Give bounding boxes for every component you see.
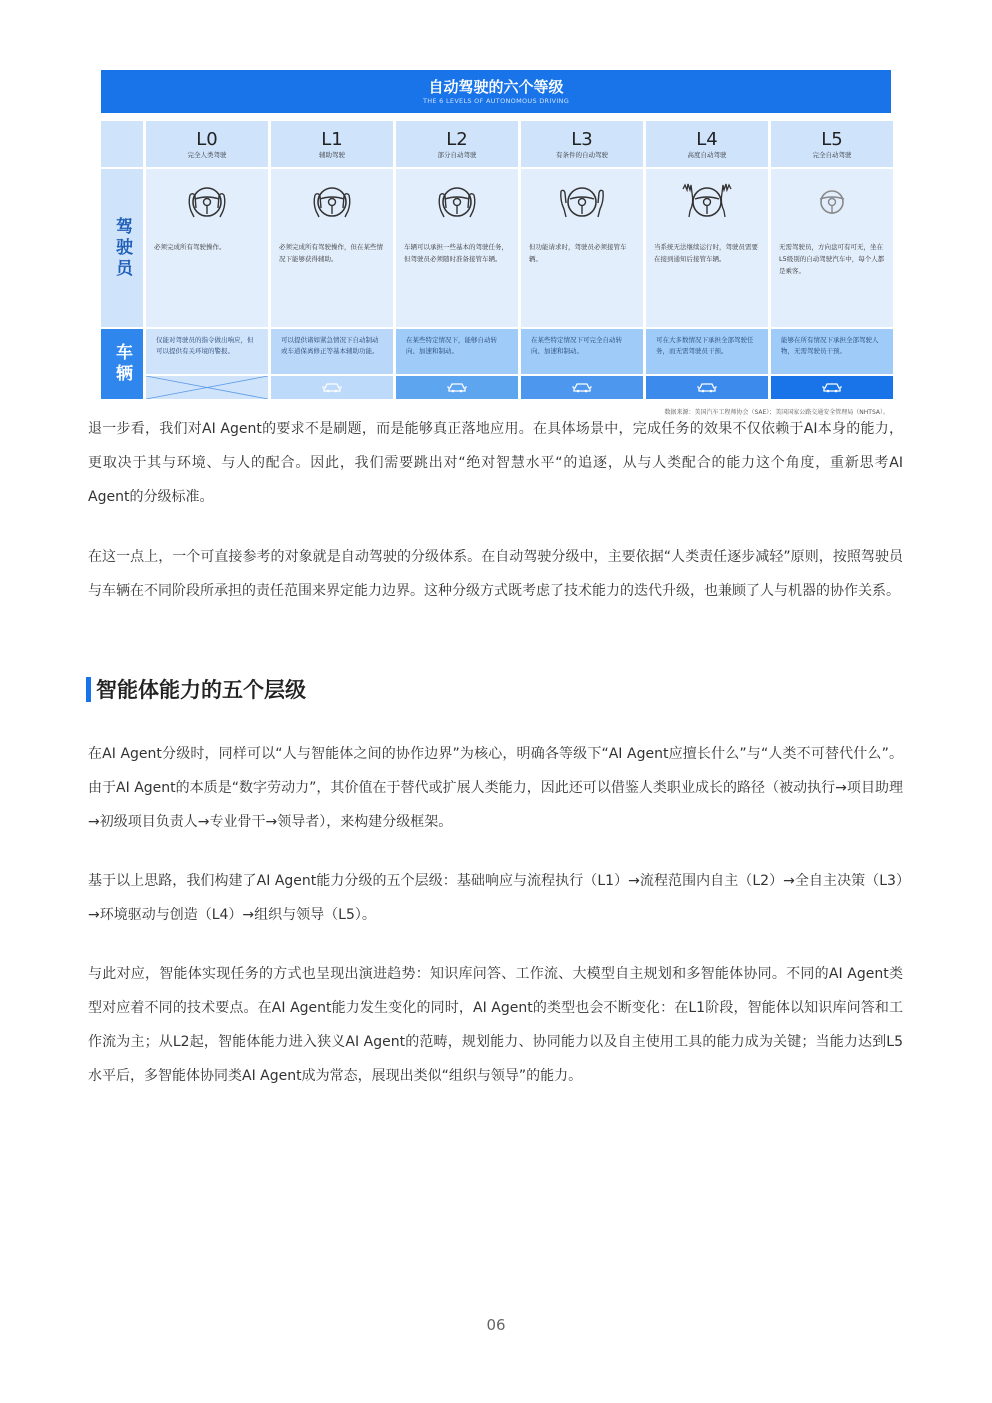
row-label-driver	[101, 169, 143, 327]
figure-source: 数据来源：美国汽车工程师协会（SAE）；美国国家公路交通安全管理局（NHTSA）。	[664, 409, 889, 416]
driver-responsibility-text: 当系统无法继续运行时，驾驶员需要在接到通知后接管车辆。	[654, 243, 758, 263]
level-header-l5	[771, 121, 893, 167]
level-code: L2	[446, 129, 468, 150]
vehicle-cell-l2	[396, 329, 518, 399]
level-name: 高度自动驾驶	[687, 151, 727, 159]
vehicle-capability-text: 能够在所有情况下承担全部驾驶人物，无需驾驶员干预。	[771, 329, 893, 374]
vehicle-capability-text: 可在大多数情况下承担全部驾驶任务，而无需驾驶员干预。	[646, 329, 768, 374]
level-name: 有条件的自动驾驶	[556, 151, 608, 159]
hands-on-steering-wheel-icon	[646, 169, 768, 227]
driver-cell-l2	[396, 169, 518, 327]
car-icon	[771, 376, 893, 399]
vehicle-cell-l3	[521, 329, 643, 399]
row-label-driver-text: 驾驶员	[112, 216, 132, 280]
level-header-l2	[396, 121, 518, 167]
figure-banner	[101, 70, 891, 113]
row-label-vehicle	[101, 329, 143, 399]
driver-cell-l0	[146, 169, 268, 327]
level-code: L0	[196, 129, 218, 150]
autonomous-driving-levels-figure	[101, 70, 891, 416]
driver-responsibility-text: 但功能请求时，驾驶员必须接管车辆。	[529, 243, 627, 263]
driver-responsibility-text: 无需驾驶员，方向盘可有可无，坐在L5级别的自动驾驶汽车中，每个人都是乘客。	[779, 243, 885, 275]
level-header-l4	[646, 121, 768, 167]
level-header-l3	[521, 121, 643, 167]
driver-cell-l4	[646, 169, 768, 327]
level-name: 完全人类驾驶	[187, 151, 227, 159]
driver-cell-l1	[271, 169, 393, 327]
vehicle-capability-text: 仅能对驾驶员的指令做出响应，但可以提供有关环境的警报。	[146, 329, 268, 374]
hands-on-steering-wheel-icon	[271, 169, 393, 227]
level-code: L5	[821, 129, 843, 150]
vehicle-cell-l0	[146, 329, 268, 399]
paragraph-4: 基于以上思路，我们构建了AI Agent能力分级的五个层级：基础响应与流程执行（L1）→流程范围内自主（L2）→全自主决策（L3）→环境驱动与创造（L4）→组织与领导（L5）。	[88, 873, 903, 923]
vehicle-capability-text: 可以提供诸如紧急情况下自动制动或车道保离修正等基本辅助功能。	[271, 329, 393, 374]
section-title: 智能体能力的五个层级	[96, 678, 306, 702]
driver-responsibility-text: 车辆可以承担一些基本的驾驶任务，但驾驶员必须随时准备接管车辆。	[404, 243, 508, 263]
levels-grid	[101, 121, 891, 399]
car-icon	[646, 376, 768, 399]
level-name: 完全自动驾驶	[812, 151, 852, 159]
paragraph-5: 与此对应，智能体实现任务的方式也呈现出演进趋势：知识库问答、工作流、大模型自主规划和多智能体协同。不同的AI Agent类型对应着不同的技术要点。在AI Agent能力发生变化的同时，AI Agent的类型也会不断变化：在L1阶段，智能体以知识库问答和工作流为主；从L2起，智能体能力进入狭义AI Agent的范畴，规划能力、协同能力以及自主使用工具的能力成为关键；当能力达到L5水平后，多智能体协同类AI Agent成为常态，展现出类似“组织与领导”的能力。	[88, 966, 903, 1084]
level-code: L4	[696, 129, 718, 150]
paragraph-2: 在这一点上，一个可直接参考的对象就是自动驾驶的分级体系。在自动驾驶分级中，主要依据“人类责任逐步减轻”原则，按照驾驶员与车辆在不同阶段所承担的责任范围来界定能力边界。这种分级方式既考虑了技术能力的迭代升级，也兼顾了人与机器的协作关系。	[88, 549, 903, 599]
paragraph-1: 退一步看，我们对AI Agent的要求不是刷题，而是能够真正落地应用。在具体场景中，完成任务的效果不仅依赖于AI本身的能力，更取决于其与环境、与人的配合。因此，我们需要跳出对“绝对智慧水平“的追逐，从与人类配合的能力这个角度，重新思考AI Agent的分级标准。	[88, 421, 903, 505]
vehicle-cell-l4	[646, 329, 768, 399]
vehicle-cell-l1	[271, 329, 393, 399]
driver-responsibility-text: 必须完成所有驾驶操作，但在某些情况下能够获得辅助。	[279, 243, 383, 263]
steering-wheel-icon	[771, 169, 893, 227]
level-name: 部分自动驾驶	[437, 151, 477, 159]
no-automation-cross-icon	[146, 376, 268, 399]
vehicle-capability-text: 在某些特定情况下，能够自动转向、加速和制动。	[396, 329, 518, 374]
car-icon	[521, 376, 643, 399]
grid-corner	[101, 121, 143, 167]
section-heading-bar	[86, 677, 91, 702]
vehicle-capability-text: 在某些特定情况下可完全自动转向、加速和制动。	[521, 329, 643, 374]
figure-subtitle: THE 6 LEVELS OF AUTONOMOUS DRIVING	[422, 97, 570, 105]
vehicle-cell-l5	[771, 329, 893, 399]
level-header-l1	[271, 121, 393, 167]
car-icon	[396, 376, 518, 399]
level-header-l0	[146, 121, 268, 167]
hands-on-steering-wheel-icon	[396, 169, 518, 227]
driver-responsibility-text: 必须完成所有驾驶操作。	[154, 243, 226, 251]
hands-on-steering-wheel-icon	[521, 169, 643, 227]
figure-title: 自动驾驶的六个等级	[428, 78, 564, 96]
driver-cell-l5	[771, 169, 893, 327]
level-code: L1	[321, 129, 343, 150]
paragraph-3: 在AI Agent分级时，同样可以“人与智能体之间的协作边界”为核心，明确各等级下“AI Agent应擅长什么”与“人类不可替代什么”。由于AI Agent的本质是“数字劳动力”，其价值在于替代或扩展人类能力，因此还可以借鉴人类职业成长的路径（被动执行→项目助理→初级项目负责人→专业骨干→领导者），来构建分级框架。	[88, 746, 903, 830]
driver-cell-l3	[521, 169, 643, 327]
car-icon	[271, 376, 393, 399]
row-label-vehicle-text: 车辆	[112, 343, 132, 385]
level-code: L3	[571, 129, 593, 150]
hands-on-steering-wheel-icon	[146, 169, 268, 227]
section-heading	[86, 674, 306, 704]
page-number: 06	[486, 1316, 506, 1334]
level-name: 辅助驾驶	[319, 151, 345, 159]
